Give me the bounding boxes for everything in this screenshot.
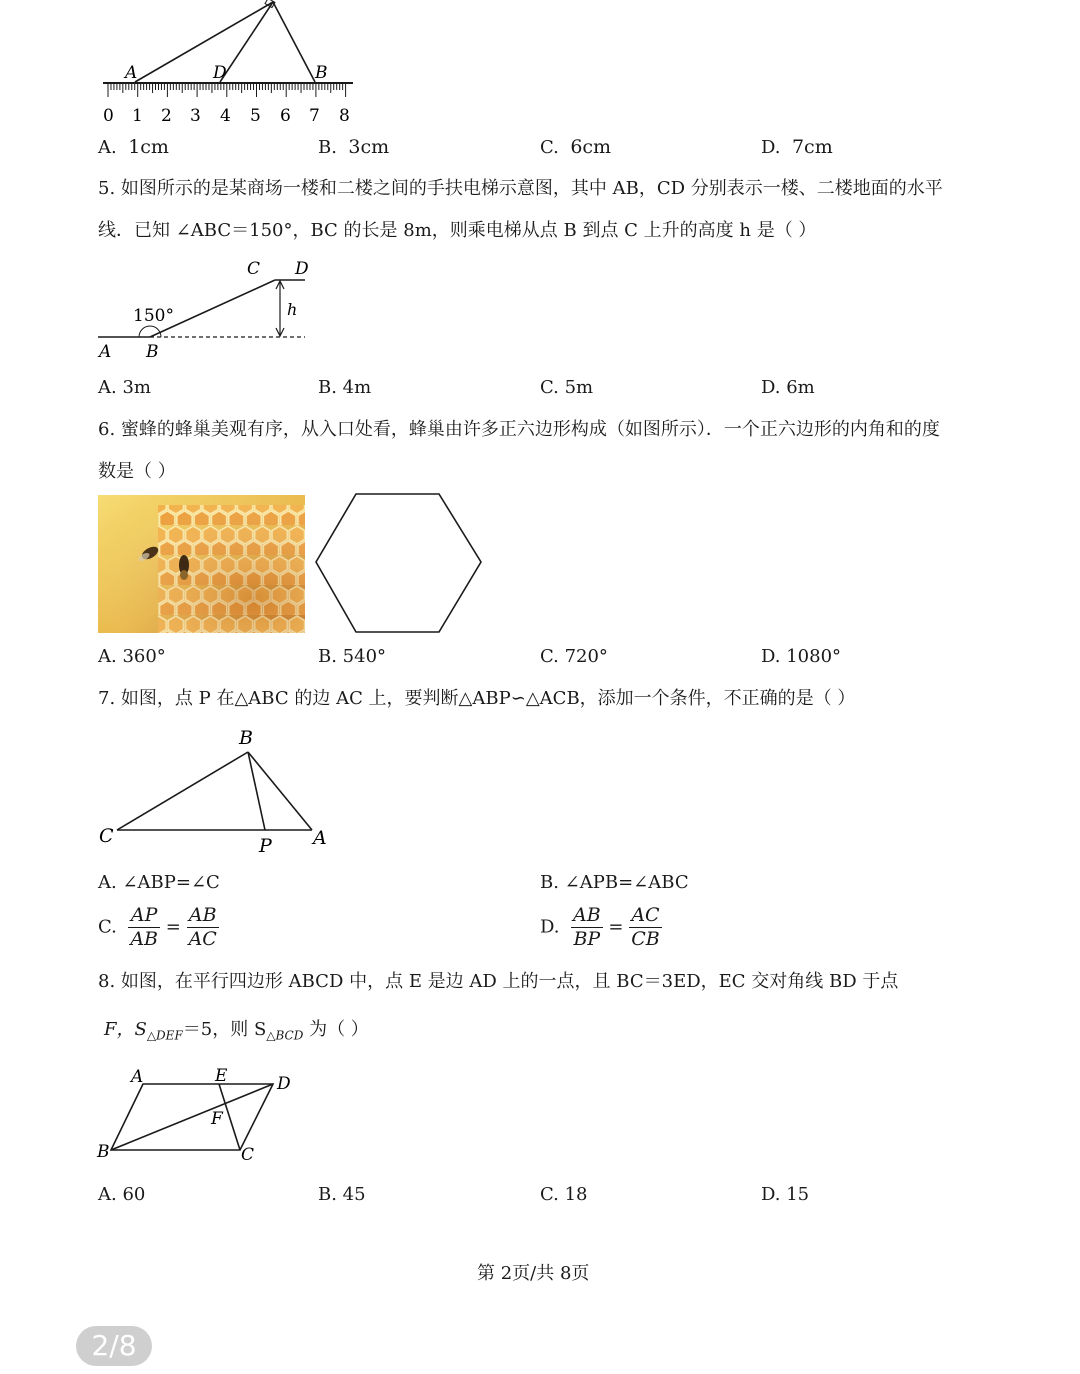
q8-text-line1: 8. 如图，在平行四边形 ABCD 中，点 E 是边 AD 上的一点，且 BC＝3ED，EC 交对角线 BD 于点 bbox=[98, 971, 899, 992]
q8-option-c[interactable]: C. 18 bbox=[540, 1184, 588, 1205]
q7-label-a: A bbox=[313, 827, 327, 849]
ruler-tick-label-5: 5 bbox=[250, 106, 261, 125]
q5-label-h: h bbox=[287, 300, 298, 319]
q5-option-b[interactable]: B. 4m bbox=[318, 377, 372, 398]
ruler-tick-label-2: 2 bbox=[161, 106, 172, 125]
q4-option-a[interactable]: A. 1cm bbox=[98, 136, 169, 158]
hexagon-figure bbox=[312, 490, 484, 636]
q7-c-fraction-2: $\frac{AB}{AC}$ bbox=[188, 904, 217, 950]
ruler-tick-label-1: 1 bbox=[132, 106, 143, 125]
ruler-tick-label-7: 7 bbox=[309, 106, 320, 125]
ruler-tick-label-3: 3 bbox=[190, 106, 201, 125]
q8-label-e: E bbox=[215, 1066, 228, 1086]
q4-ruler-figure bbox=[95, 0, 365, 125]
q6-option-c[interactable]: C. 720° bbox=[540, 646, 608, 667]
q5-text-line2: 线．已知 ∠ABC＝150°，BC 的长是 8m，则乘电梯从点 B 到点 C 上升的高度 h 是（ ） bbox=[98, 220, 817, 241]
q5-option-a[interactable]: A. 3m bbox=[98, 377, 151, 398]
q7-option-d[interactable]: D. $\frac{AB}{BP}$ = $\frac{AC}{CB}$ bbox=[540, 904, 660, 950]
q4-option-b[interactable]: B. 3cm bbox=[318, 136, 390, 158]
q5-escalator-figure bbox=[95, 255, 315, 365]
q4-label-d: D bbox=[213, 63, 227, 83]
q7-c-fraction-1: $\frac{AP}{AB}$ bbox=[130, 904, 158, 950]
q7-d-fraction-2: $\frac{AC}{CB}$ bbox=[631, 904, 660, 950]
q6-text-line2: 数是（ ） bbox=[98, 461, 176, 482]
q4-label-b: B bbox=[315, 63, 328, 83]
q7-option-c[interactable]: C. $\frac{AP}{AB}$ = $\frac{AB}{AC}$ bbox=[98, 904, 217, 950]
q4-option-c[interactable]: C. 6cm bbox=[540, 136, 612, 158]
q5-angle-label: 150° bbox=[133, 306, 174, 326]
q8-option-a[interactable]: A. 60 bbox=[98, 1184, 146, 1205]
q5-option-c[interactable]: C. 5m bbox=[540, 377, 594, 398]
q5-label-b: B bbox=[146, 342, 159, 362]
q4-option-d[interactable]: D. 7cm bbox=[761, 136, 833, 158]
q7-label-b: B bbox=[239, 727, 253, 749]
q4-label-a: A bbox=[125, 63, 138, 83]
q7-label-p: P bbox=[259, 835, 272, 857]
q6-option-d[interactable]: D. 1080° bbox=[761, 646, 842, 667]
q7-option-b[interactable]: B. ∠APB=∠ABC bbox=[540, 872, 689, 893]
q8-label-c: C bbox=[241, 1145, 255, 1165]
ruler-tick-label-8: 8 bbox=[339, 106, 350, 125]
q5-label-c: C bbox=[247, 259, 261, 279]
q8-parallelogram-figure bbox=[95, 1062, 305, 1172]
honeycomb-photo bbox=[98, 495, 305, 633]
q5-label-a: A bbox=[99, 342, 112, 362]
q6-text-line1: 6. 蜜蜂的蜂巢美观有序，从入口处看，蜂巢由许多正六边形构成（如图所示）．一个正六边形的内角和的度 bbox=[98, 419, 940, 440]
q6-option-b[interactable]: B. 540° bbox=[318, 646, 387, 667]
q8-label-f: F bbox=[211, 1109, 223, 1129]
q5-label-d: D bbox=[295, 259, 309, 279]
q7-text-line1: 7. 如图，点 P 在△ABC 的边 AC 上，要判断△ABP∽△ACB，添加一个条件，不正确的是（ ） bbox=[98, 688, 856, 709]
q7-triangle-figure bbox=[95, 722, 345, 862]
page-footer: 第 2页/共 8页 bbox=[477, 1263, 590, 1284]
q7-label-c: C bbox=[99, 825, 114, 847]
ruler-tick-label-6: 6 bbox=[280, 106, 291, 125]
q8-option-b[interactable]: B. 45 bbox=[318, 1184, 366, 1205]
page-indicator: 2/8 bbox=[76, 1326, 152, 1366]
q8-label-d: D bbox=[277, 1074, 291, 1094]
q8-text-line2: F，$S_{\triangle DEF}=5$，则 $S_{\triangle BCD}$ 为（ ） bbox=[104, 1019, 369, 1043]
q5-text-line1: 5. 如图所示的是某商场一楼和二楼之间的手扶电梯示意图，其中 AB，CD 分别表示一楼、二楼地面的水平 bbox=[98, 178, 943, 199]
q5-option-d[interactable]: D. 6m bbox=[761, 377, 815, 398]
ruler-tick-label-4: 4 bbox=[220, 106, 231, 125]
q7-d-fraction-1: $\frac{AB}{BP}$ bbox=[572, 904, 601, 950]
q8-label-a: A bbox=[131, 1067, 144, 1087]
q7-option-a[interactable]: A. ∠ABP=∠C bbox=[98, 872, 220, 893]
q8-label-b: B bbox=[97, 1142, 110, 1162]
q6-option-a[interactable]: A. 360° bbox=[98, 646, 166, 667]
q8-option-d[interactable]: D. 15 bbox=[761, 1184, 810, 1205]
ruler-tick-label-0: 0 bbox=[103, 106, 114, 125]
